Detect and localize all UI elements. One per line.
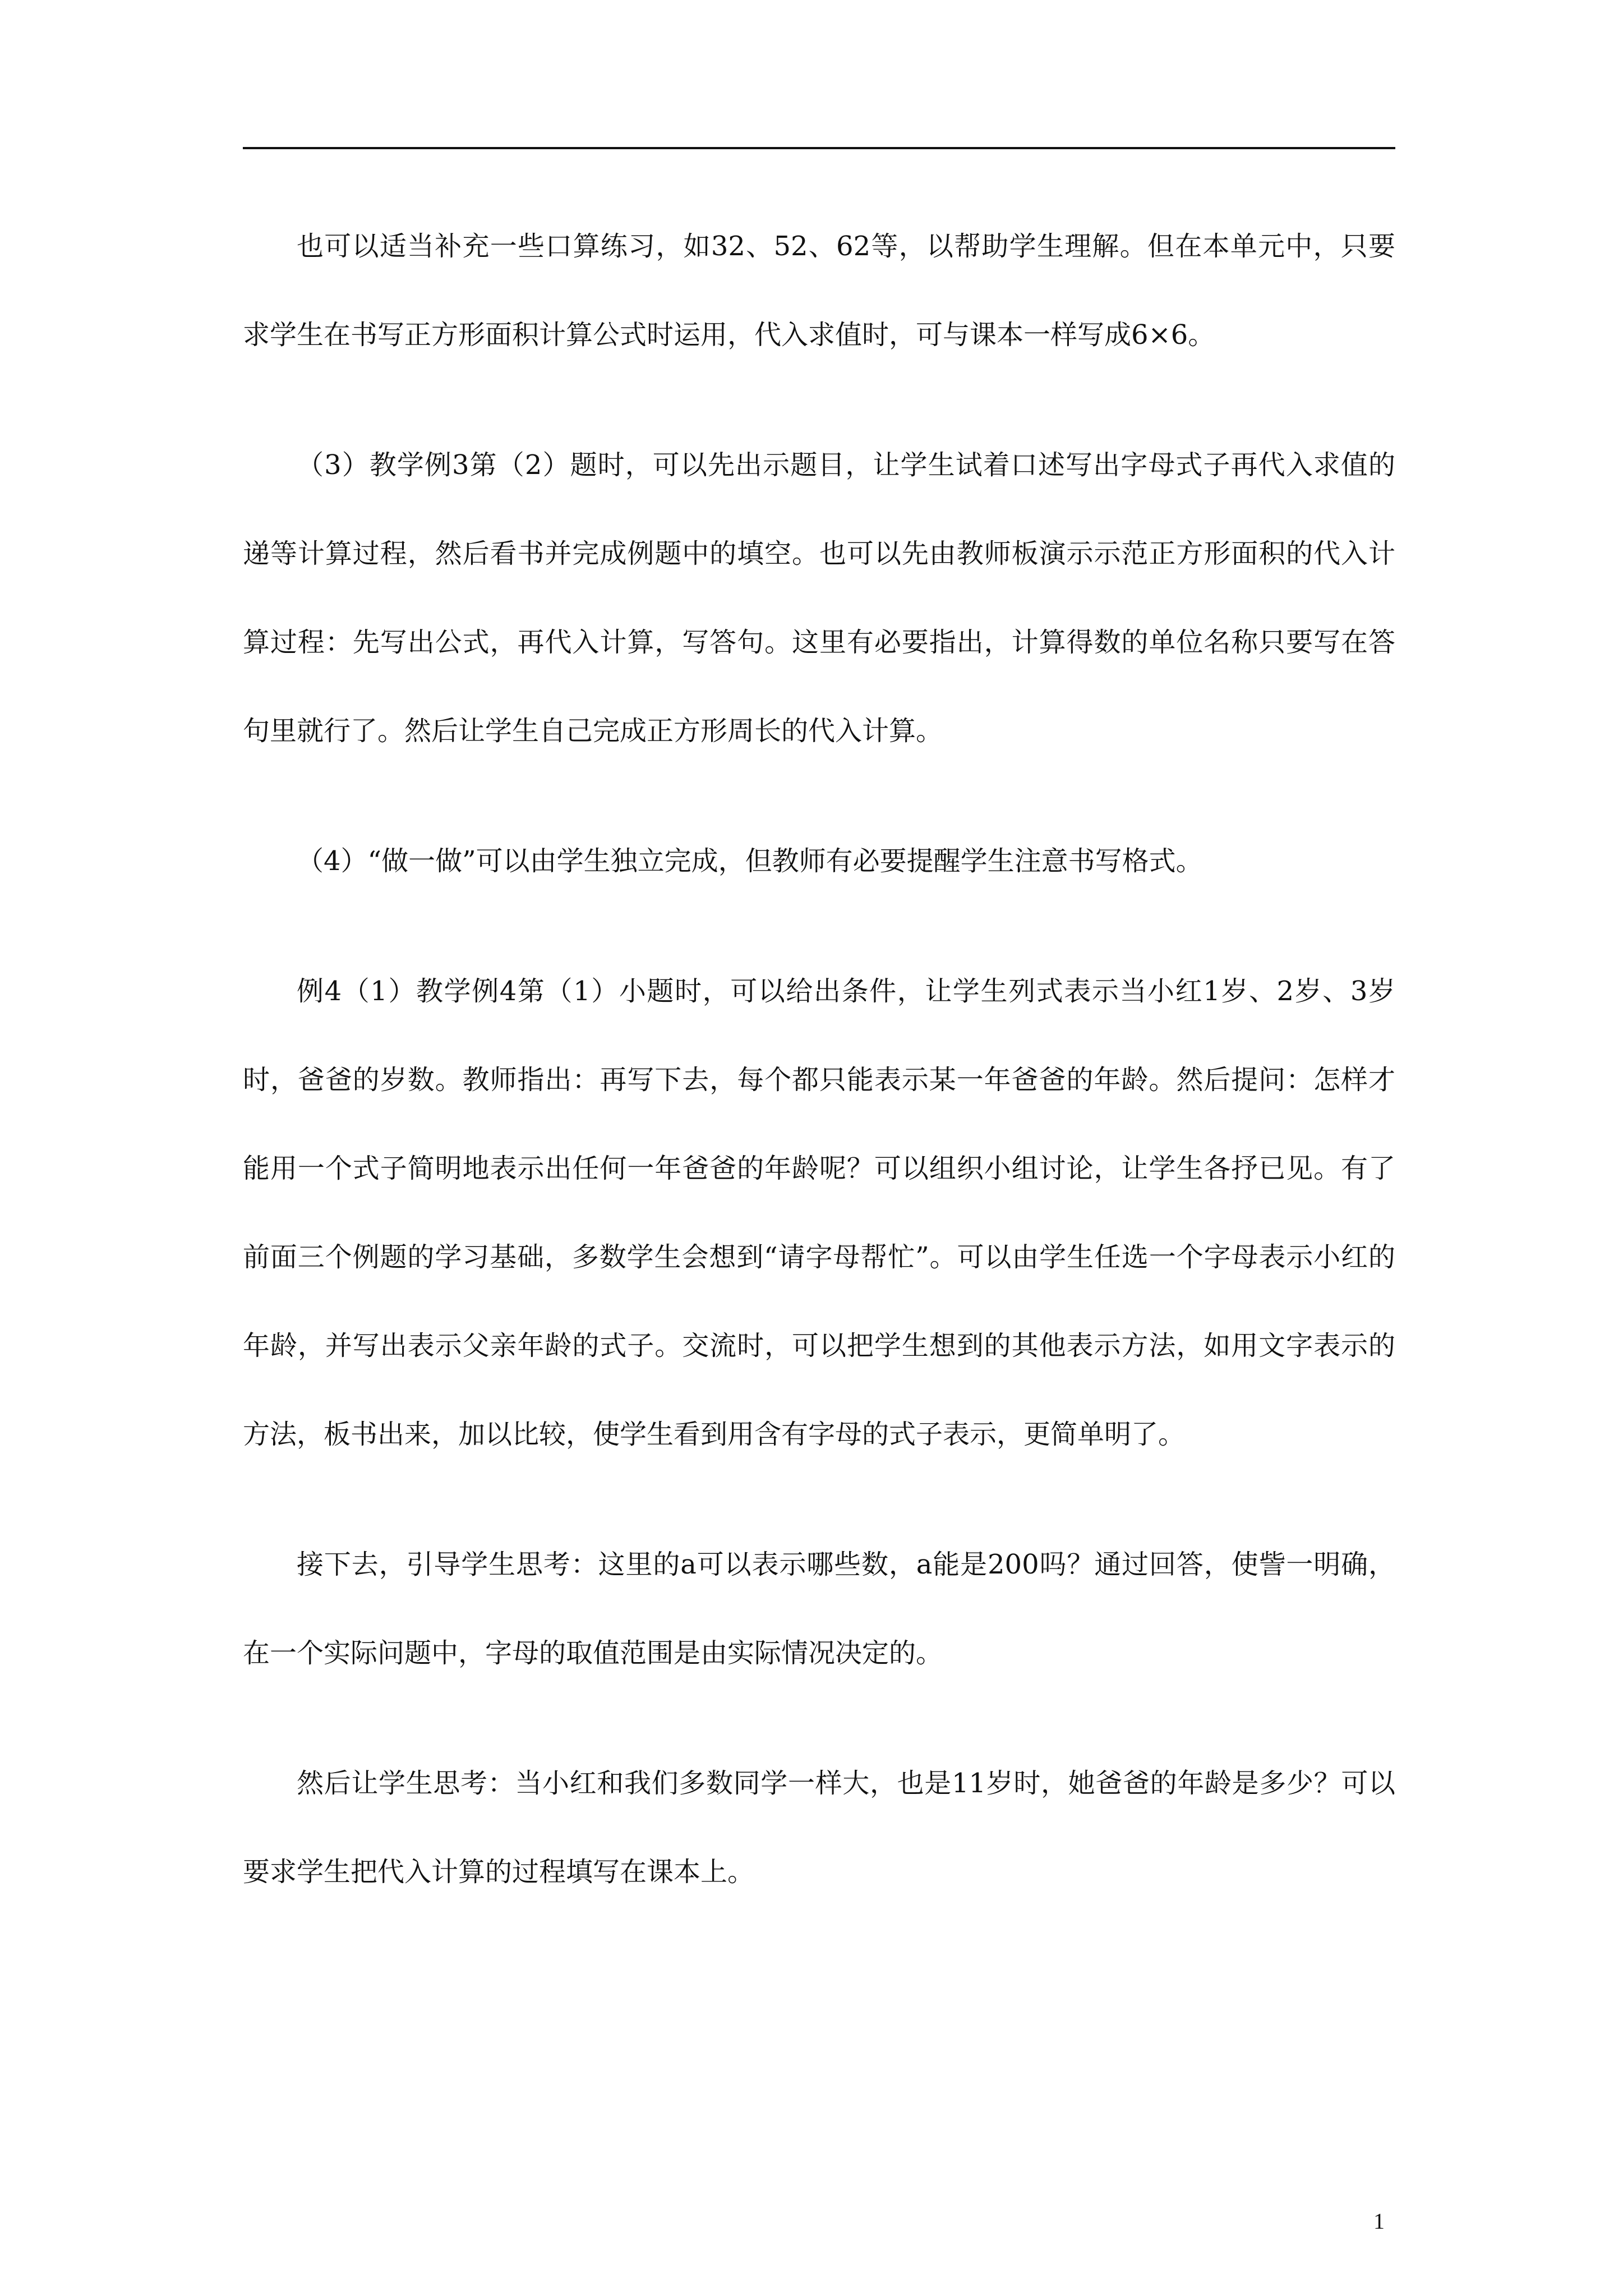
paragraph-2: （3）教学例3第（2）题时，可以先出示题目，让学生试着口述写出字母式子再代入求值的递等计算过程，然后看书并完成例题中的填空。也可以先由教师板演示示范正方形面积的代入计算过程：先写出公式，再代入计算，写答句。这里有必要指出，计算得数的单位名称只要写在答句里就行了。然后让学生自己完成正方形周长的代入计算。 <box>243 449 1395 747</box>
paragraph-5: 接下去，引导学生思考：这里的a可以表示哪些数，a能是200吗？通过回答，使訾一明确，在一个实际问题中，字母的取值范围是由实际情况决定的。 <box>243 1549 1395 1669</box>
paragraph-1: 也可以适当补充一些口算练习，如32、52、62等，以帮助学生理解。但在本单元中，只要求学生在书写正方形面积计算公式时运用，代入求值时，可与课本一样写成6×6。 <box>243 231 1395 351</box>
page-number: 1 <box>1373 2208 1385 2234</box>
header-rule <box>243 147 1395 149</box>
body-text <box>243 202 1395 1916</box>
paragraph-3: （4）“做一做”可以由学生独立完成，但教师有必要提醒学生注意书写格式。 <box>297 845 1203 877</box>
paragraph-6: 然后让学生思考：当小红和我们多数同学一样大，也是11岁时，她爸爸的年龄是多少？可以要求学生把代入计算的过程填写在课本上。 <box>243 1768 1395 1888</box>
paragraph-4: 例4（1）教学例4第（1）小题时，可以给出条件，让学生列式表示当小红1岁、2岁、3岁时，爸爸的岁数。教师指出：再写下去，每个都只能表示某一年爸爸的年龄。然后提问：怎样才能用一个式子简明地表示出任何一年爸爸的年龄呢？可以组织小组讨论，让学生各抒已见。有了前面三个例题的学习基础，多数学生会想到“请字母帮忙”。可以由学生任选一个字母表示小红的年龄，并写出表示父亲年龄的式子。交流时，可以把学生想到的其他表示方法，如用文字表示的方法，板书出来，加以比较，使学生看到用含有字母的式子表示，更简单明了。 <box>243 976 1395 1450</box>
